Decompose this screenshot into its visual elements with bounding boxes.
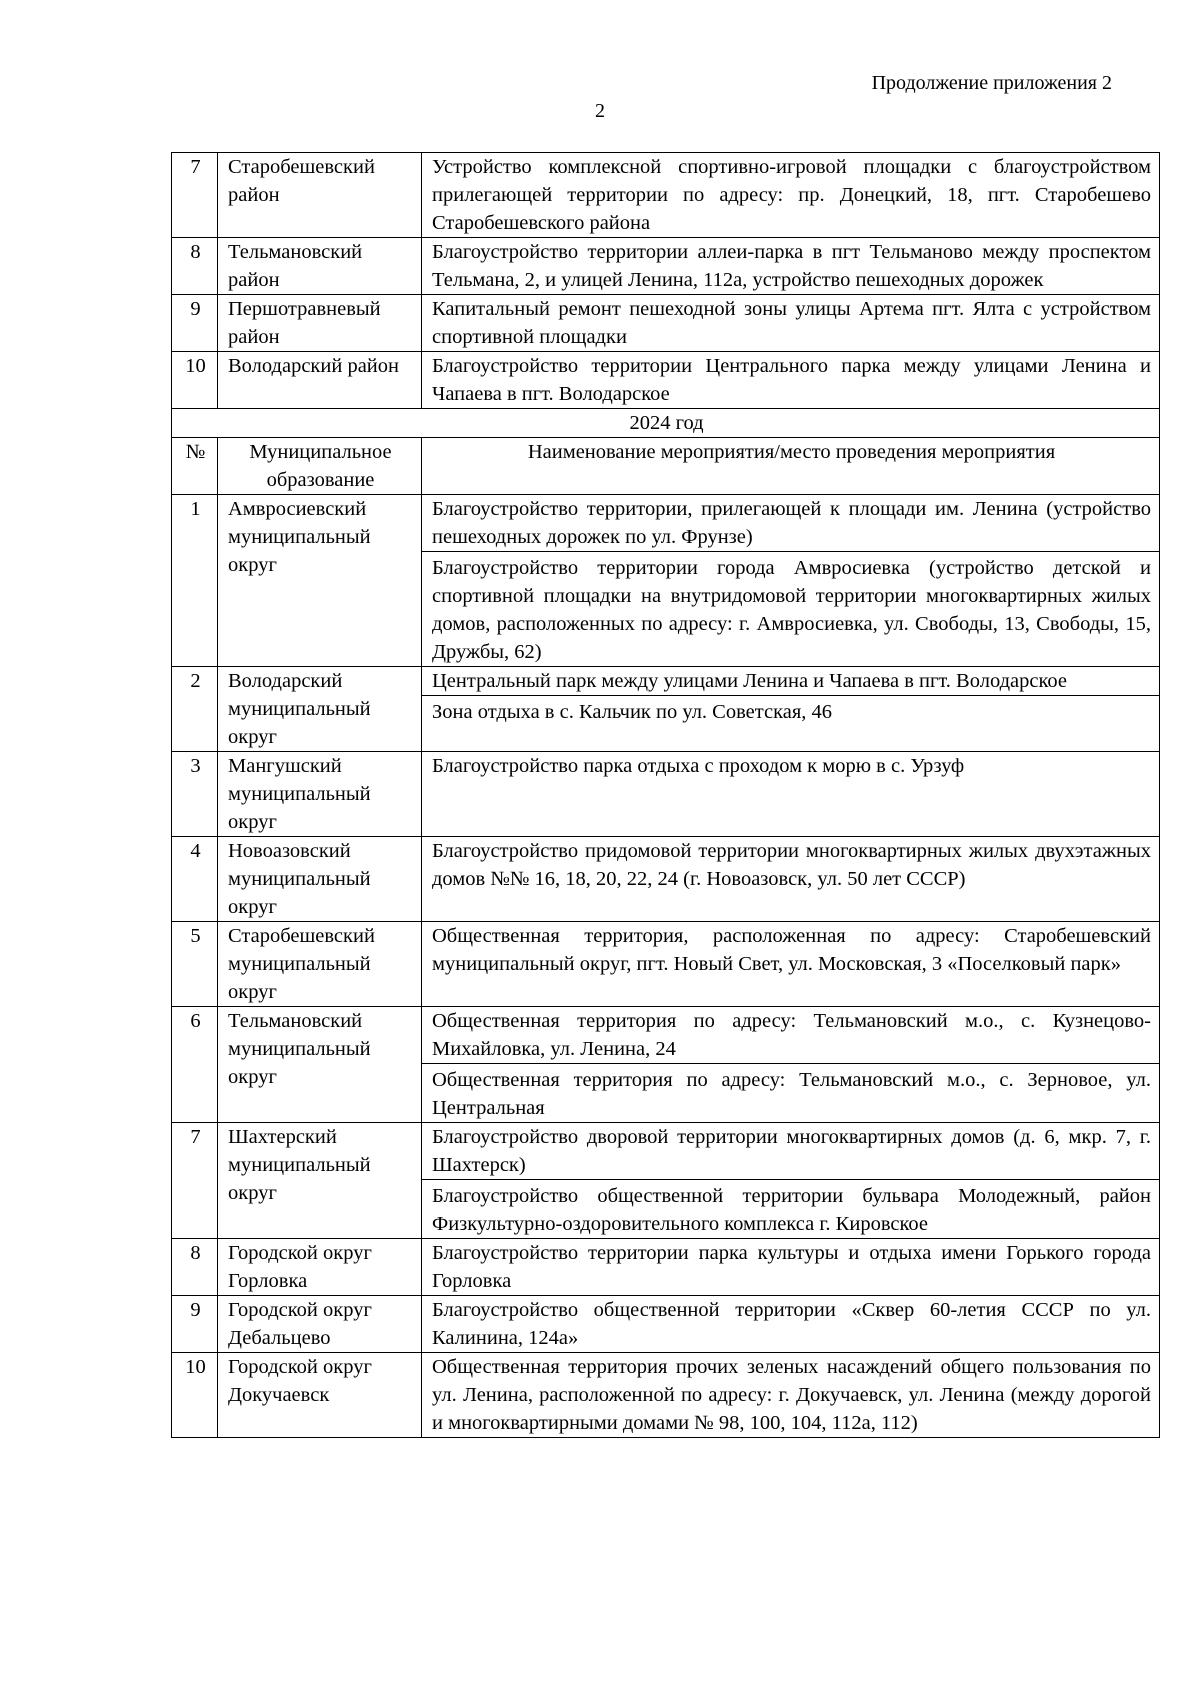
appendix-continuation-note: Продолжение приложения 2 (871, 72, 1112, 94)
row-events (422, 667, 1160, 752)
section-2024-header (172, 409, 1160, 495)
row-municipality: Новоазовский муниципальный округ (218, 837, 422, 922)
row-number: 6 (172, 1007, 218, 1123)
row-events (422, 153, 1160, 238)
row-number: 7 (172, 1123, 218, 1239)
section-2024-rows (172, 495, 1160, 1438)
event-entry: Общественная территория, расположенная по адресу: Старобешевский муниципальный округ, пгт. Новый Свет, ул. Московская, 3 «Поселковый парк» (432, 925, 1151, 975)
row-events (422, 922, 1160, 1007)
row-number: 9 (172, 295, 218, 352)
row-municipality: Володарский муниципальный округ (218, 667, 422, 752)
event-entry: Благоустройство дворовой территории многоквартирных домов (д. 6, мкр. 7, г. Шахтерск) (432, 1126, 1151, 1176)
year-row (172, 409, 1160, 438)
row-number: 7 (172, 153, 218, 238)
row-number: 1 (172, 495, 218, 667)
column-header-row (172, 438, 1160, 495)
row-number: 4 (172, 837, 218, 922)
row-municipality: Першотравневый район (218, 295, 422, 352)
event-entry: Благоустройство общественной территории «Сквер 60-летия СССР по ул. Калинина, 124а» (432, 1299, 1151, 1349)
page-number: 2 (595, 100, 605, 122)
row-municipality: Мангушский муниципальный округ (218, 752, 422, 837)
events-table (171, 152, 1160, 1438)
event-entry: Общественная территория прочих зеленых насаждений общего пользования по ул. Ленина, расположенной по адресу: г. Докучаевск, ул. Ленина (между дорогой и многоквартирными домами № 98, 100, 104, 112а, 112) (432, 1356, 1151, 1434)
row-number: 8 (172, 1239, 218, 1296)
table-row (172, 1007, 1160, 1123)
table-row (172, 495, 1160, 667)
row-number: 8 (172, 238, 218, 295)
event-entry: Благоустройство территории Центрального парка между улицами Ленина и Чапаева в пгт. Володарское (432, 355, 1151, 405)
row-events (422, 495, 1160, 667)
row-events (422, 238, 1160, 295)
row-number: 9 (172, 1296, 218, 1353)
row-municipality: Городской округ Докучаевск (218, 1353, 422, 1438)
row-events (422, 1007, 1160, 1123)
table-row (172, 1239, 1160, 1296)
section-2023-rows (172, 153, 1160, 409)
row-events (422, 1296, 1160, 1353)
event-entry: Устройство комплексной спортивно-игровой площадки с благоустройством прилегающей территории по адресу: пр. Донецкий, 18, пгт. Старобешево Старобешевского района (432, 156, 1151, 234)
event-entry: Благоустройство парка отдыха с проходом к морю в с. Урзуф (432, 755, 965, 777)
row-municipality: Амвросиевский муниципальный округ (218, 495, 422, 667)
row-events (422, 295, 1160, 352)
row-number: 10 (172, 352, 218, 409)
row-number: 3 (172, 752, 218, 837)
table-row (172, 837, 1160, 922)
row-number: 10 (172, 1353, 218, 1438)
event-entry: Благоустройство территории, прилегающей к площади им. Ленина (устройство пешеходных дорожек по ул. Фрунзе) (432, 498, 1151, 548)
header-num: № (172, 438, 218, 495)
event-entry: Центральный парк между улицами Ленина и Чапаева в пгт. Володарское (432, 670, 1067, 692)
header-municipality: Муниципальное образование (218, 438, 422, 495)
table-row (172, 752, 1160, 837)
event-entry: Благоустройство территории парка культуры и отдыха имени Горького города Горловка (432, 1242, 1151, 1292)
row-events (422, 752, 1160, 837)
table-row (172, 1123, 1160, 1239)
event-entry: Общественная территория по адресу: Тельмановский м.о., с. Кузнецово-Михайловка, ул. Ленина, 24 (432, 1010, 1151, 1060)
event-entry: Зона отдыха в с. Кальчик по ул. Советская, 46 (422, 695, 1159, 726)
row-number: 2 (172, 667, 218, 752)
row-municipality: Тельмановский муниципальный округ (218, 1007, 422, 1123)
year-label: 2024 год (172, 409, 1160, 438)
table-row (172, 352, 1160, 409)
row-municipality: Володарский район (218, 352, 422, 409)
table-row (172, 1353, 1160, 1438)
table-row (172, 238, 1160, 295)
row-municipality: Тельмановский район (218, 238, 422, 295)
row-municipality: Старобешевский муниципальный округ (218, 922, 422, 1007)
header-event: Наименование мероприятия/место проведения мероприятия (422, 438, 1160, 495)
event-entry: Благоустройство территории города Амвросиевка (устройство детской и спортивной площадки на внутридомовой территории многоквартирных жилых домов, расположенных по адресу: г. Амвросиевка, ул. Свободы, 13, Свободы, 15, Дружбы, 62) (422, 551, 1159, 666)
table-row (172, 153, 1160, 238)
event-entry: Общественная территория по адресу: Тельмановский м.о., с. Зерновое, ул. Центральная (422, 1063, 1159, 1122)
row-events (422, 1123, 1160, 1239)
row-events (422, 837, 1160, 922)
row-municipality: Городской округ Дебальцево (218, 1296, 422, 1353)
event-entry: Благоустройство придомовой территории многоквартирных жилых двухэтажных домов №№ 16, 18, 20, 22, 24 (г. Новоазовск, ул. 50 лет СССР) (432, 840, 1151, 890)
table-row (172, 1296, 1160, 1353)
table-row (172, 295, 1160, 352)
table-row (172, 667, 1160, 752)
row-municipality: Городской округ Горловка (218, 1239, 422, 1296)
event-entry: Благоустройство территории аллеи-парка в пгт Тельманово между проспектом Тельмана, 2, и улицей Ленина, 112а, устройство пешеходных дорожек (432, 241, 1151, 291)
row-events (422, 1353, 1160, 1438)
row-events (422, 1239, 1160, 1296)
row-municipality: Шахтерский муниципальный округ (218, 1123, 422, 1239)
event-entry: Капитальный ремонт пешеходной зоны улицы Артема пгт. Ялта с устройством спортивной площадки (432, 298, 1151, 348)
event-entry: Благоустройство общественной территории бульвара Молодежный, район Физкультурно-оздоровительного комплекса г. Кировское (422, 1179, 1159, 1238)
row-number: 5 (172, 922, 218, 1007)
row-municipality: Старобешевский район (218, 153, 422, 238)
row-events (422, 352, 1160, 409)
table-row (172, 922, 1160, 1007)
